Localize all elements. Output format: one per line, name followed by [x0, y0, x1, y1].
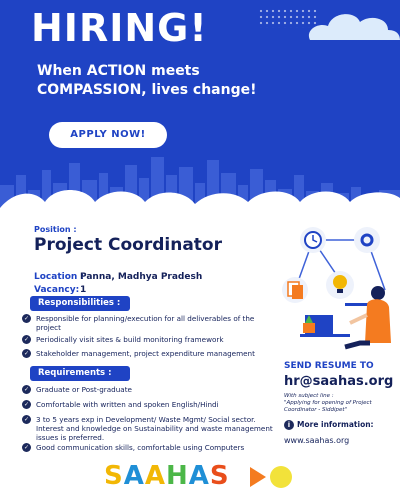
check-icon: ✓: [23, 336, 30, 343]
location-value: Panna, Madhya Pradesh: [80, 272, 203, 282]
position-title: Project Coordinator: [34, 235, 222, 255]
check-icon: ✓: [23, 444, 30, 451]
contact-email[interactable]: hr@saahas.org: [284, 374, 394, 389]
check-icon: ✓: [23, 386, 30, 393]
responsibilities-heading: Responsibilities :: [30, 296, 130, 311]
gear-icon: [354, 227, 380, 253]
vacancy-label: Vacancy:: [34, 285, 80, 295]
subject-label: With subject line :: [284, 393, 334, 399]
vacancy-value: 1: [80, 285, 87, 295]
check-icon: ✓: [23, 315, 30, 322]
website-link[interactable]: www.saahas.org: [284, 436, 350, 445]
hero-tagline: When ACTION meets COMPASSION, lives change!: [37, 63, 257, 98]
apply-now-button[interactable]: APPLY NOW!: [49, 122, 167, 148]
workplace-illustration: [275, 215, 400, 350]
vacancy-row: [34, 285, 87, 295]
subject-text: "Applying for opening of Project Coordinator - Siddipet": [284, 400, 372, 413]
location-row: [34, 272, 203, 282]
logo-emblem: [248, 463, 296, 491]
info-icon: i: [284, 420, 294, 430]
hiring-headline: HIRING!: [31, 6, 208, 50]
position-label: Position :: [34, 225, 77, 234]
more-info-row: [284, 420, 374, 430]
check-icon: ✓: [23, 350, 30, 357]
cloud-decoration: [300, 0, 400, 40]
saahas-logo: SAAHAS: [104, 461, 230, 491]
more-info-label: More information:: [297, 420, 374, 429]
send-resume-heading: SEND RESUME TO: [284, 361, 374, 371]
requirements-heading: Requirements :: [30, 366, 130, 381]
location-label: Location :: [34, 272, 85, 282]
check-icon: ✓: [23, 416, 30, 423]
check-icon: ✓: [23, 401, 30, 408]
